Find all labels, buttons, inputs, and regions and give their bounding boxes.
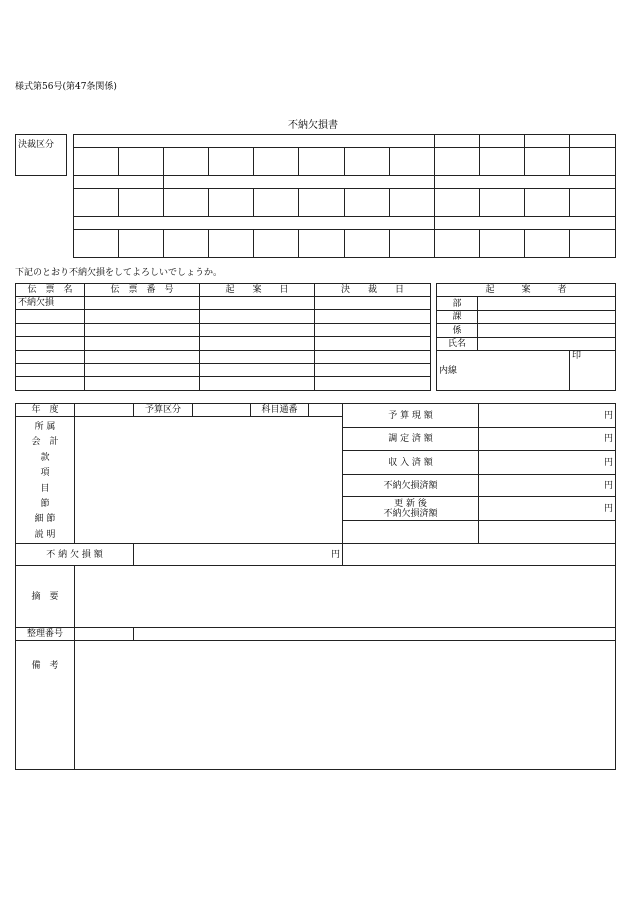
reference-number-label: 整理番号 <box>16 628 75 641</box>
detail-table <box>15 403 616 770</box>
kessai-label-box <box>15 134 67 176</box>
voucher-header-draft-date: 起 案 日 <box>200 284 315 297</box>
budget-amount-yen: 円 <box>479 404 616 428</box>
drafter-table <box>436 283 616 391</box>
voucher-header-number: 伝 票 番 号 <box>85 284 200 297</box>
summary-label: 摘 要 <box>16 566 75 628</box>
writeoff-amount-label: 不 納 欠 損 額 <box>16 544 134 566</box>
section-label: 課 <box>437 311 478 324</box>
assessed-amount-label: 調 定 済 額 <box>343 428 479 451</box>
approval-stamp-grid <box>73 134 616 258</box>
updated-label-line1: 更 新 後 <box>394 498 427 509</box>
fullname-label: 氏名 <box>437 338 478 351</box>
received-amount-label: 収 入 済 額 <box>343 451 479 475</box>
updated-writeoff-yen: 円 <box>479 497 616 521</box>
category-kan: 款 <box>40 452 50 463</box>
budget-class-label: 予算区分 <box>134 404 193 417</box>
extension-label: 内線 <box>437 351 570 391</box>
writeoff-total-label: 不納欠損済額 <box>343 475 479 497</box>
form-title: 不納欠損書 <box>288 120 338 131</box>
category-kaikei: 会 計 <box>31 437 59 448</box>
voucher-header-name: 伝 票 名 <box>16 284 85 297</box>
category-setsumei: 説 明 <box>34 529 56 540</box>
updated-label-line2: 不納欠損済額 <box>383 508 438 519</box>
received-amount-yen: 円 <box>479 451 616 475</box>
writeoff-total-yen: 円 <box>479 475 616 497</box>
category-setsu: 節 <box>40 499 50 510</box>
writeoff-amount-yen: 円 <box>134 544 343 566</box>
category-labels <box>16 417 75 544</box>
form-number: 様式第56号(第47条関係) <box>15 82 117 92</box>
updated-writeoff-label <box>343 497 479 521</box>
voucher-header-approval-date: 決 裁 日 <box>315 284 431 297</box>
drafter-header: 起 案 者 <box>437 284 616 297</box>
request-text: 下記のとおり不納欠損をしてよろしいでしょうか。 <box>15 268 223 278</box>
category-kou: 項 <box>40 468 50 479</box>
voucher-table <box>15 283 431 391</box>
account-number-label: 科目通番 <box>251 404 309 417</box>
fiscal-year-label: 年 度 <box>16 404 75 417</box>
category-shozoku: 所 属 <box>34 422 56 432</box>
category-saisetsu: 細 節 <box>34 514 56 525</box>
category-moku: 目 <box>40 483 50 494</box>
remarks-label: 備 考 <box>16 641 75 770</box>
seal-label: 印 <box>570 351 616 391</box>
budget-amount-label: 予 算 現 額 <box>343 404 479 428</box>
kessai-label: 決裁区分 <box>18 140 55 150</box>
voucher-name-cell: 不納欠損 <box>16 297 85 310</box>
assessed-amount-yen: 円 <box>479 428 616 451</box>
dept-label: 部 <box>437 297 478 311</box>
subsection-label: 係 <box>437 324 478 338</box>
